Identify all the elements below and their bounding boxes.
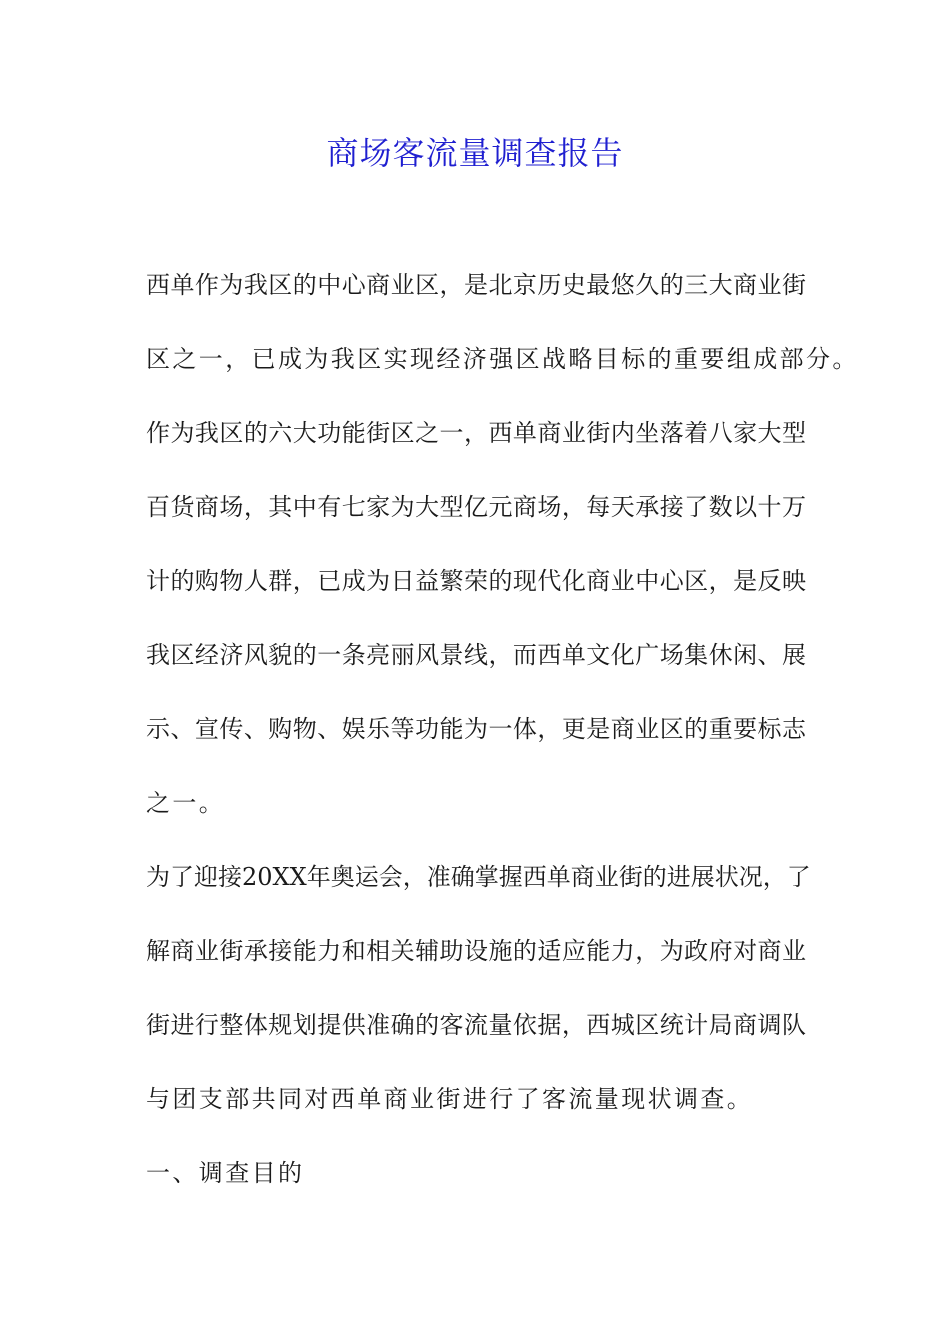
- document-title: 商场客流量调查报告: [326, 134, 624, 172]
- body-line: 街进行整体规划提供准确的客流量依据，西城区统计局商调队: [146, 1011, 806, 1039]
- section-heading: 一、调查目的: [146, 1159, 305, 1187]
- body-line: 作为我区的六大功能街区之一，西单商业街内坐落着八家大型: [146, 419, 806, 447]
- document-body: [146, 260, 859, 1222]
- body-line: 我区经济风貌的一条亮丽风景线，而西单文化广场集休闲、展: [146, 641, 806, 669]
- body-line: 与团支部共同对西单商业街进行了客流量现状调查。: [146, 1085, 754, 1113]
- body-line: 西单作为我区的中心商业区，是北京历史最悠久的三大商业街: [146, 271, 806, 299]
- body-line: 区之一，已成为我区实现经济强区战略目标的重要组成部分。: [146, 345, 859, 373]
- body-line: 计的购物人群，已成为日益繁荣的现代化商业中心区，是反映: [146, 567, 806, 595]
- body-line: 之一。: [146, 789, 226, 817]
- body-line: 解商业街承接能力和相关辅助设施的适应能力，为政府对商业: [146, 937, 806, 965]
- body-line: 为了迎接20XX年奥运会，准确掌握西单商业街的进展状况，了: [146, 863, 811, 891]
- body-line: 百货商场，其中有七家为大型亿元商场，每天承接了数以十万: [146, 493, 806, 521]
- body-line: 示、宣传、购物、娱乐等功能为一体，更是商业区的重要标志: [146, 715, 806, 743]
